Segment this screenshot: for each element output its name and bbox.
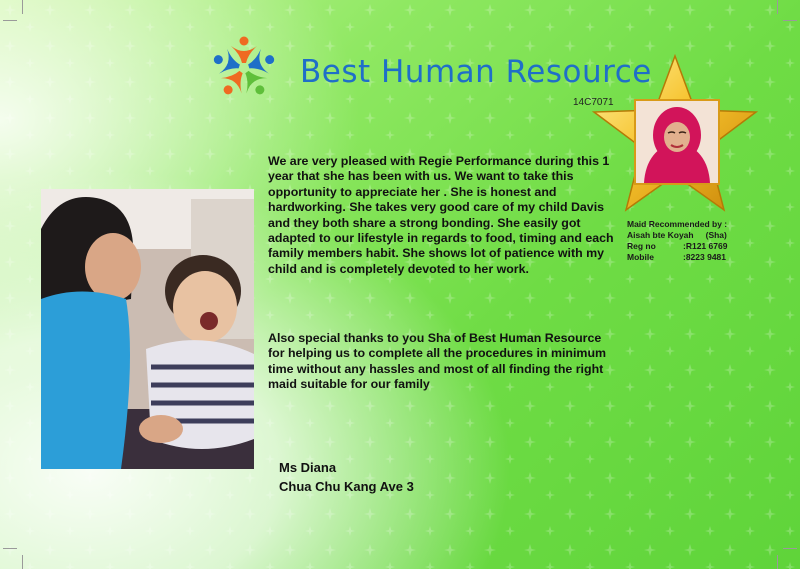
recommender-portrait	[634, 99, 720, 185]
signature-address: Chua Chu Kang Ave 3	[279, 479, 414, 494]
brand-name: Best Human Resource	[300, 54, 652, 90]
reg-label: Reg no	[627, 241, 656, 251]
recommender-reg-row	[627, 241, 727, 252]
recommender-heading: Maid Recommended by :	[627, 219, 728, 229]
crop-mark	[3, 548, 17, 549]
crop-mark	[22, 555, 23, 569]
crop-mark	[777, 0, 778, 14]
signature-name: Ms Diana	[279, 460, 337, 475]
recommender-name: Aisah bte Koyah	[627, 230, 694, 240]
recommender-nickname: (Sha)	[705, 230, 727, 240]
recommender-mobile-row	[627, 252, 727, 263]
mobile-value: :8223 9481	[683, 252, 727, 262]
testimonial-body: We are very pleased with Regie Performance during this 1 year that she has been with us. We want to take this opportunity to appreciate her . She is honest and hardworking. She takes very good care of my child Davis and they both share a strong bonding. She easily got adapted to our lifestyle in regards to food, timing and each family members habit. She shows lot of patience with my child and is completely devoted to her work.	[268, 154, 614, 276]
mobile-label: Mobile	[627, 252, 654, 262]
recommender-name-row	[627, 230, 727, 241]
crop-mark	[783, 548, 797, 549]
employer-child-photo	[41, 189, 254, 469]
people-logo-icon	[206, 30, 282, 106]
signature	[279, 458, 414, 496]
recommender-info	[627, 219, 727, 263]
crop-mark	[777, 555, 778, 569]
testimonial-thanks: Also special thanks to you Sha of Best Human Resource for helping us to complete all the procedures in minimum time without any hassles and most of all finding the right maid suitable for our family	[268, 331, 607, 392]
license-code: 14C7071	[573, 97, 614, 108]
crop-mark	[783, 20, 797, 21]
crop-mark	[22, 0, 23, 14]
reg-value: :R121 6769	[683, 241, 728, 251]
crop-mark	[3, 20, 17, 21]
